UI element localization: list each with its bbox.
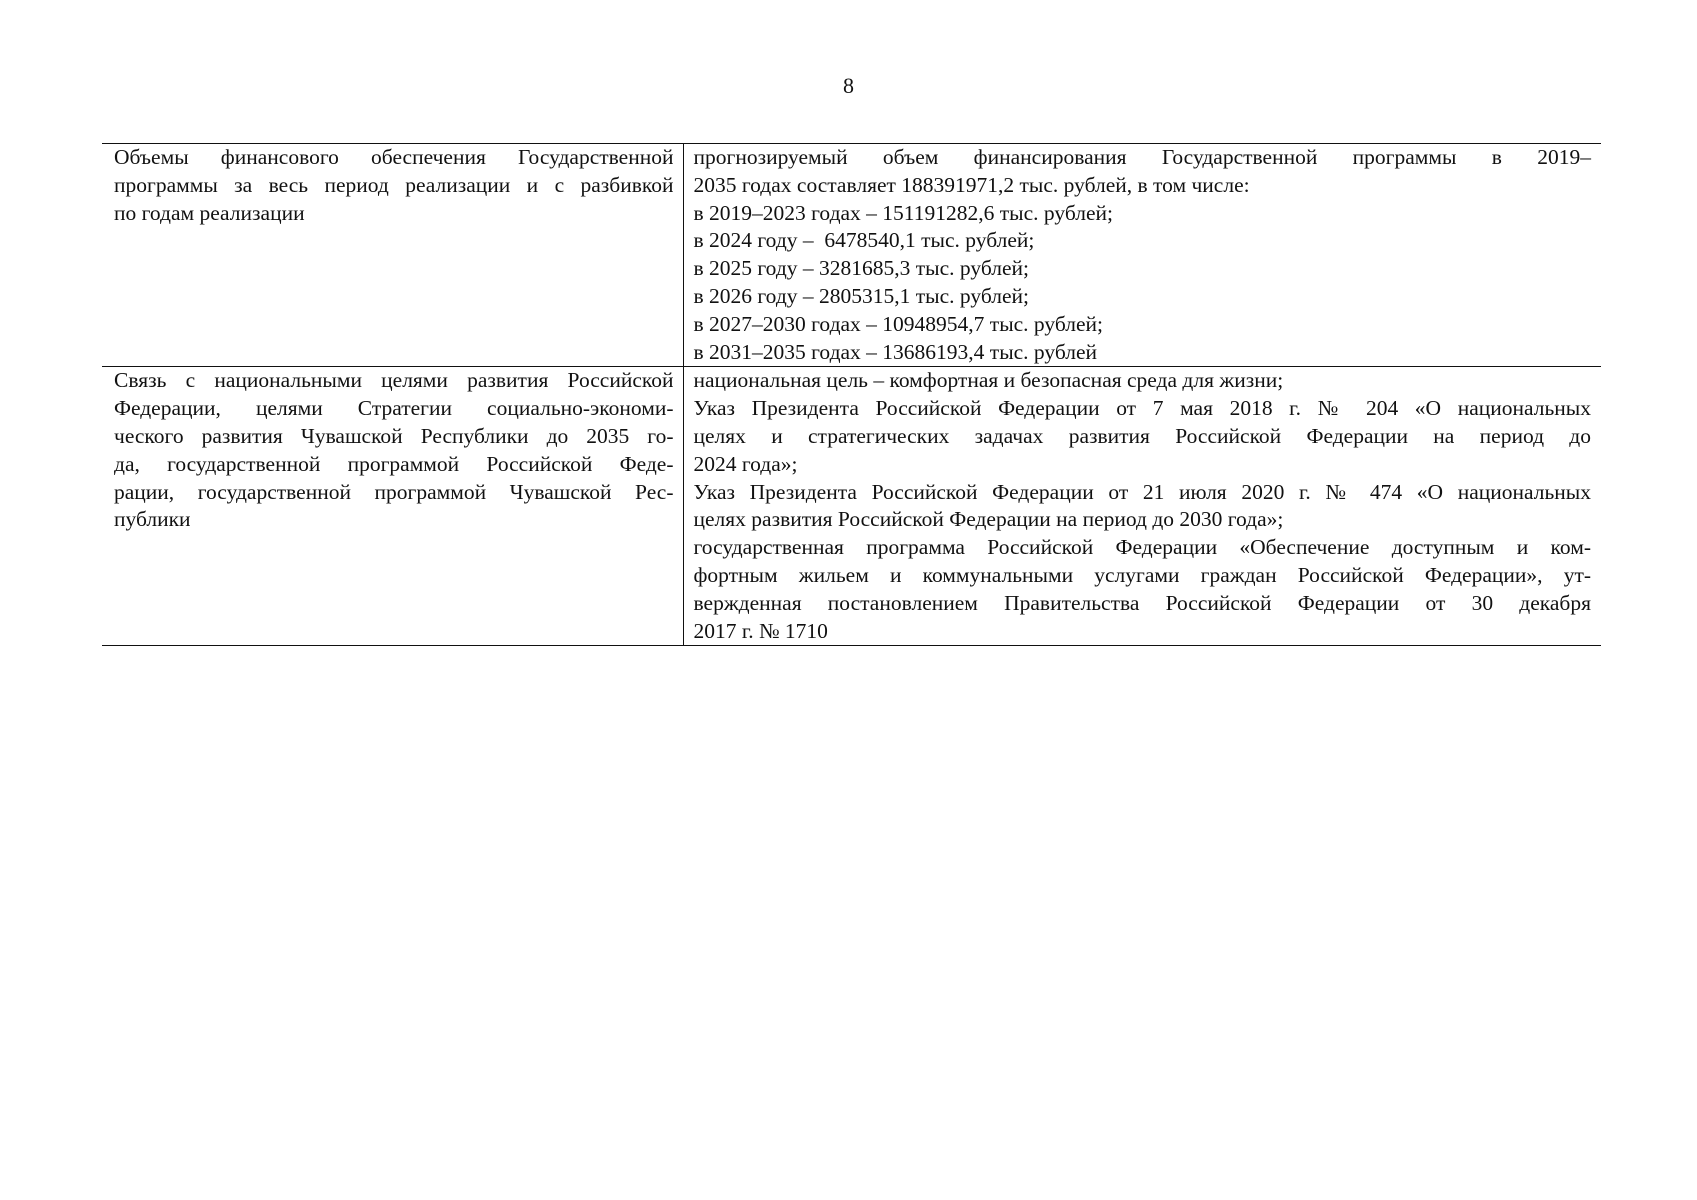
national-goals-value-cell (683, 367, 1601, 646)
value-line: в 2027–2030 годах – 10948954,7 тыс. рублей; (693, 311, 1104, 336)
value-line: 2024 года»; (693, 451, 798, 476)
label-line: да, государственной программой Российской Феде- (114, 451, 674, 476)
label-line: программы за весь период реализации и с разбивкой (114, 172, 674, 197)
value-line: целях развития Российской Федерации на период до 2030 года»; (693, 507, 1284, 532)
label-line: публики (114, 507, 191, 532)
value-line: в 2026 году – 2805315,1 тыс. рублей; (693, 283, 1029, 308)
funding-value-cell (683, 144, 1601, 367)
value-line: целях и стратегических задачах развития Российской Федерации на период до (693, 423, 1591, 448)
page-number: 8 (843, 73, 854, 98)
label-line: рации, государственной программой Чувашской Рес- (114, 479, 674, 504)
label-line: Связь с национальными целями развития Российской (114, 368, 674, 393)
national-goals-label-cell (102, 367, 683, 646)
label-line: по годам реализации (114, 200, 305, 225)
value-line: фортным жильем и коммунальными услугами граждан Российской Федерации», ут- (693, 562, 1591, 587)
value-line: Указ Президента Российской Федерации от 7 мая 2018 г. № 204 «О национальных (693, 396, 1591, 421)
value-line: в 2024 году – 6478540,1 тыс. рублей; (693, 228, 1035, 253)
label-line: Объемы финансового обеспечения Государственной (114, 145, 674, 169)
table-row-funding (102, 144, 1601, 367)
value-line: Указ Президента Российской Федерации от 21 июля 2020 г. № 474 «О национальных (693, 479, 1591, 504)
funding-label-cell (102, 144, 683, 367)
label-line: Федерации, целями Стратегии социально-экономи- (114, 396, 674, 421)
value-line: 2035 годах составляет 188391971,2 тыс. рублей, в том числе: (693, 172, 1250, 197)
value-line: государственная программа Российской Федерации «Обеспечение доступным и ком- (693, 535, 1591, 560)
value-line: национальная цель – комфортная и безопасная среда для жизни; (693, 368, 1284, 393)
table-row-national-goals (102, 367, 1601, 646)
value-line: прогнозируемый объем финансирования Государственной программы в 2019– (693, 145, 1591, 169)
value-line: вержденная постановлением Правительства Российской Федерации от 30 декабря (693, 590, 1591, 615)
value-line: в 2031–2035 годах – 13686193,4 тыс. рублей (693, 339, 1098, 364)
value-line: в 2025 году – 3281685,3 тыс. рублей; (693, 256, 1029, 281)
value-line: 2017 г. № 1710 (693, 618, 828, 643)
program-passport-table (102, 143, 1601, 646)
value-line: в 2019–2023 годах – 151191282,6 тыс. рублей; (693, 200, 1113, 225)
label-line: ческого развития Чувашской Республики до 2035 го- (114, 423, 674, 448)
